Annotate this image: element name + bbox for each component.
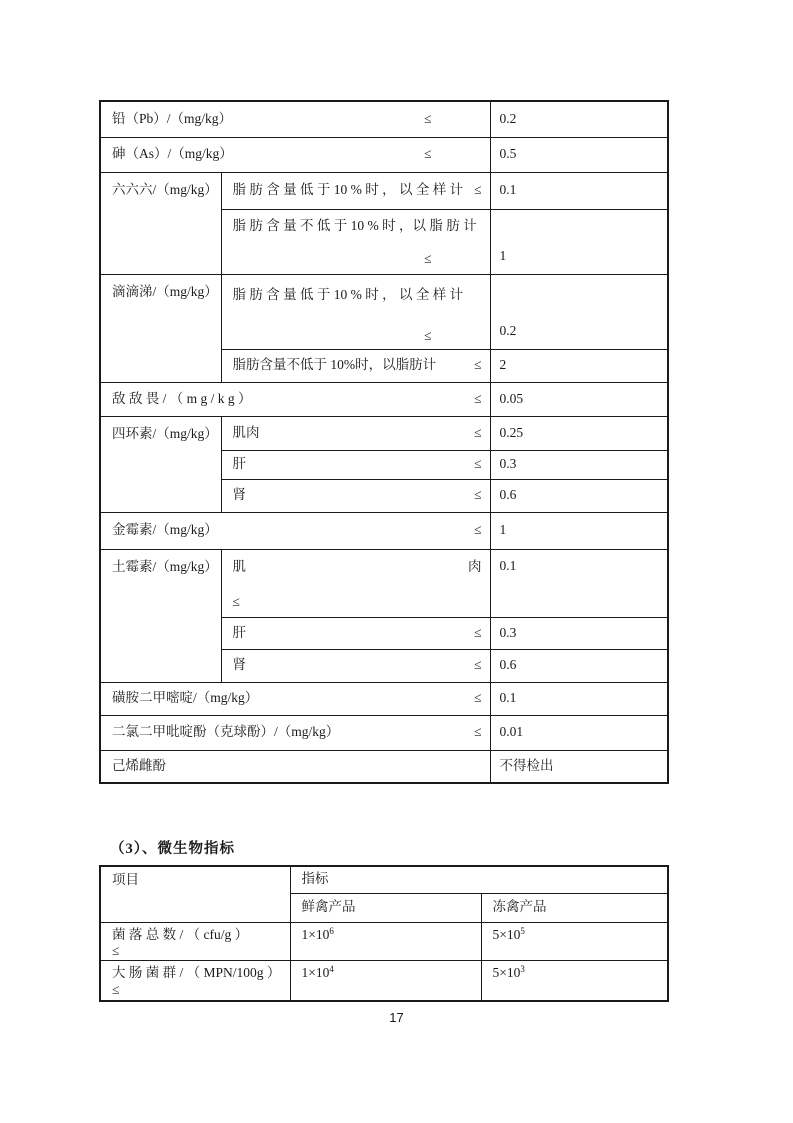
table-row [100,416,668,450]
table-row [100,549,668,617]
page-number: 17 [389,1010,404,1025]
table-row [100,682,668,715]
oxytetracycline-liver-label: 肝 [232,624,246,640]
less-equal-symbol: ≤ [474,456,482,472]
hch-label: 六六六/（mg/kg） [100,172,221,274]
dichlorvos-parameter-cell [100,382,490,416]
lead-label: 铅（Pb）/（mg/kg） [112,110,233,126]
hch-highfat-condition: 脂 肪 含 量 不 低 于 10 % 时 ，以 脂 肪 计 [232,217,477,233]
table-row [100,512,668,549]
tetracycline-muscle-label: 肌肉 [232,424,260,440]
less-equal-symbol: ≤ [424,327,432,343]
micro-row-colony-cell [100,922,290,961]
table-row [100,382,668,416]
micro-header-fresh: 鲜禽产品 [290,893,481,922]
micro-header-item: 项目 [100,866,290,922]
diethylstilbestrol-parameter-cell [100,750,490,783]
value-base: 1×10 [301,926,330,942]
diethylstilbestrol-value: 不得检出 [490,750,668,783]
value-exponent: 4 [329,964,334,975]
tetracycline-liver-cell [221,450,490,479]
ddt-highfat-value: 2 [490,349,668,382]
colony-count-frozen-value [481,922,668,961]
less-equal-symbol: ≤ [424,250,432,266]
micro-table [99,865,669,1002]
less-equal-symbol: ≤ [474,522,482,538]
sulfadimidine-value: 0.1 [490,682,668,715]
value-base: 5×10 [492,965,521,981]
oxytetracycline-liver-value: 0.3 [490,617,668,649]
sulfadimidine-parameter-cell [100,682,490,715]
lead-parameter-cell [100,101,490,137]
sulfadimidine-label: 磺胺二甲嘧啶/（mg/kg） [112,690,259,706]
tetracycline-muscle-cell [221,416,490,450]
table-row [100,101,668,137]
hch-lowfat-value: 0.1 [490,172,668,209]
colony-count-label: 菌 落 总 数 / （ cfu/g ） [112,926,249,942]
clopidol-value: 0.01 [490,715,668,750]
less-equal-symbol: ≤ [474,487,482,503]
oxytetracycline-muscle-value: 0.1 [490,549,668,617]
tetracycline-kidney-label: 肾 [232,487,246,503]
micro-section-heading: （3）、微生物指标 [110,841,235,857]
table-row [100,866,668,893]
table-row [100,137,668,172]
table-row [100,172,668,209]
less-equal-symbol: ≤ [474,424,482,440]
less-equal-symbol: ≤ [424,146,432,162]
chlortetracycline-parameter-cell [100,512,490,549]
less-equal-symbol: ≤ [474,624,482,640]
chlortetracycline-value: 1 [490,512,668,549]
oxytetracycline-muscle-cell [221,549,490,617]
limits-table [99,100,669,784]
hch-lowfat-condition-cell [221,172,490,209]
arsenic-parameter-cell [100,137,490,172]
clopidol-parameter-cell [100,715,490,750]
oxytetracycline-label: 土霉素/（mg/kg） [100,549,221,682]
table-row [100,715,668,750]
less-equal-symbol: ≤ [232,593,240,609]
dichlorvos-value: 0.05 [490,382,668,416]
diethylstilbestrol-label: 己烯雌酚 [112,757,166,773]
clopidol-label: 二氯二甲吡啶酚（克球酚）/（mg/kg） [112,724,340,740]
ddt-highfat-condition: 脂肪含量不低于 10%时，以脂肪计 [232,357,437,373]
coliform-frozen-value [481,961,668,1001]
micro-row-coliform-cell [100,961,290,1001]
less-equal-symbol: ≤ [474,357,482,373]
tetracycline-liver-label: 肝 [232,456,246,472]
less-equal-symbol: ≤ [474,182,482,198]
less-equal-symbol: ≤ [424,110,432,126]
table-row [100,922,668,961]
dichlorvos-label: 敌 敌 畏 / （ m g / k g ） [112,390,252,406]
micro-header-frozen: 冻禽产品 [481,893,668,922]
value-exponent: 5 [520,925,525,936]
tetracycline-liver-value: 0.3 [490,450,668,479]
tetracycline-kidney-value: 0.6 [490,479,668,512]
oxytetracycline-kidney-value: 0.6 [490,649,668,682]
ddt-highfat-condition-cell [221,349,490,382]
oxytetracycline-muscle-label-left: 肌 [232,558,246,574]
table-row [100,961,668,1001]
ddt-lowfat-condition: 脂 肪 含 量 低 于 10 % 时 ， 以 全 样 计 [232,286,464,302]
arsenic-label: 砷（As）/（mg/kg） [112,146,233,162]
value-base: 5×10 [492,926,521,942]
less-equal-symbol: ≤ [112,982,120,998]
hch-highfat-condition-cell [221,209,490,274]
less-equal-symbol: ≤ [474,657,482,673]
less-equal-symbol: ≤ [474,690,482,706]
ddt-label: 滴滴涕/（mg/kg） [100,274,221,382]
ddt-lowfat-condition-cell [221,274,490,349]
hch-highfat-value: 1 [490,209,668,274]
value-base: 1×10 [301,965,330,981]
coliform-label: 大 肠 菌 群 / （ MPN/100g ） [112,965,281,981]
coliform-fresh-value [290,961,481,1001]
micro-header-indicator: 指标 [290,866,668,893]
tetracycline-muscle-value: 0.25 [490,416,668,450]
value-exponent: 6 [329,925,334,936]
colony-count-fresh-value [290,922,481,961]
tetracycline-label: 四环素/（mg/kg） [100,416,221,512]
table-row [100,274,668,349]
oxytetracycline-muscle-label-right: 肉 [468,558,482,574]
value-exponent: 3 [520,964,525,975]
chlortetracycline-label: 金霉素/（mg/kg） [112,522,218,538]
less-equal-symbol: ≤ [474,390,482,406]
less-equal-symbol: ≤ [474,724,482,740]
table-row [100,750,668,783]
ddt-lowfat-value: 0.2 [490,274,668,349]
tetracycline-kidney-cell [221,479,490,512]
lead-value: 0.2 [490,101,668,137]
oxytetracycline-kidney-label: 肾 [232,657,246,673]
hch-lowfat-condition: 脂 肪 含 量 低 于 10 % 时 ， 以 全 样 计 [232,182,464,198]
oxytetracycline-liver-cell [221,617,490,649]
less-equal-symbol: ≤ [112,943,120,959]
oxytetracycline-kidney-cell [221,649,490,682]
arsenic-value: 0.5 [490,137,668,172]
